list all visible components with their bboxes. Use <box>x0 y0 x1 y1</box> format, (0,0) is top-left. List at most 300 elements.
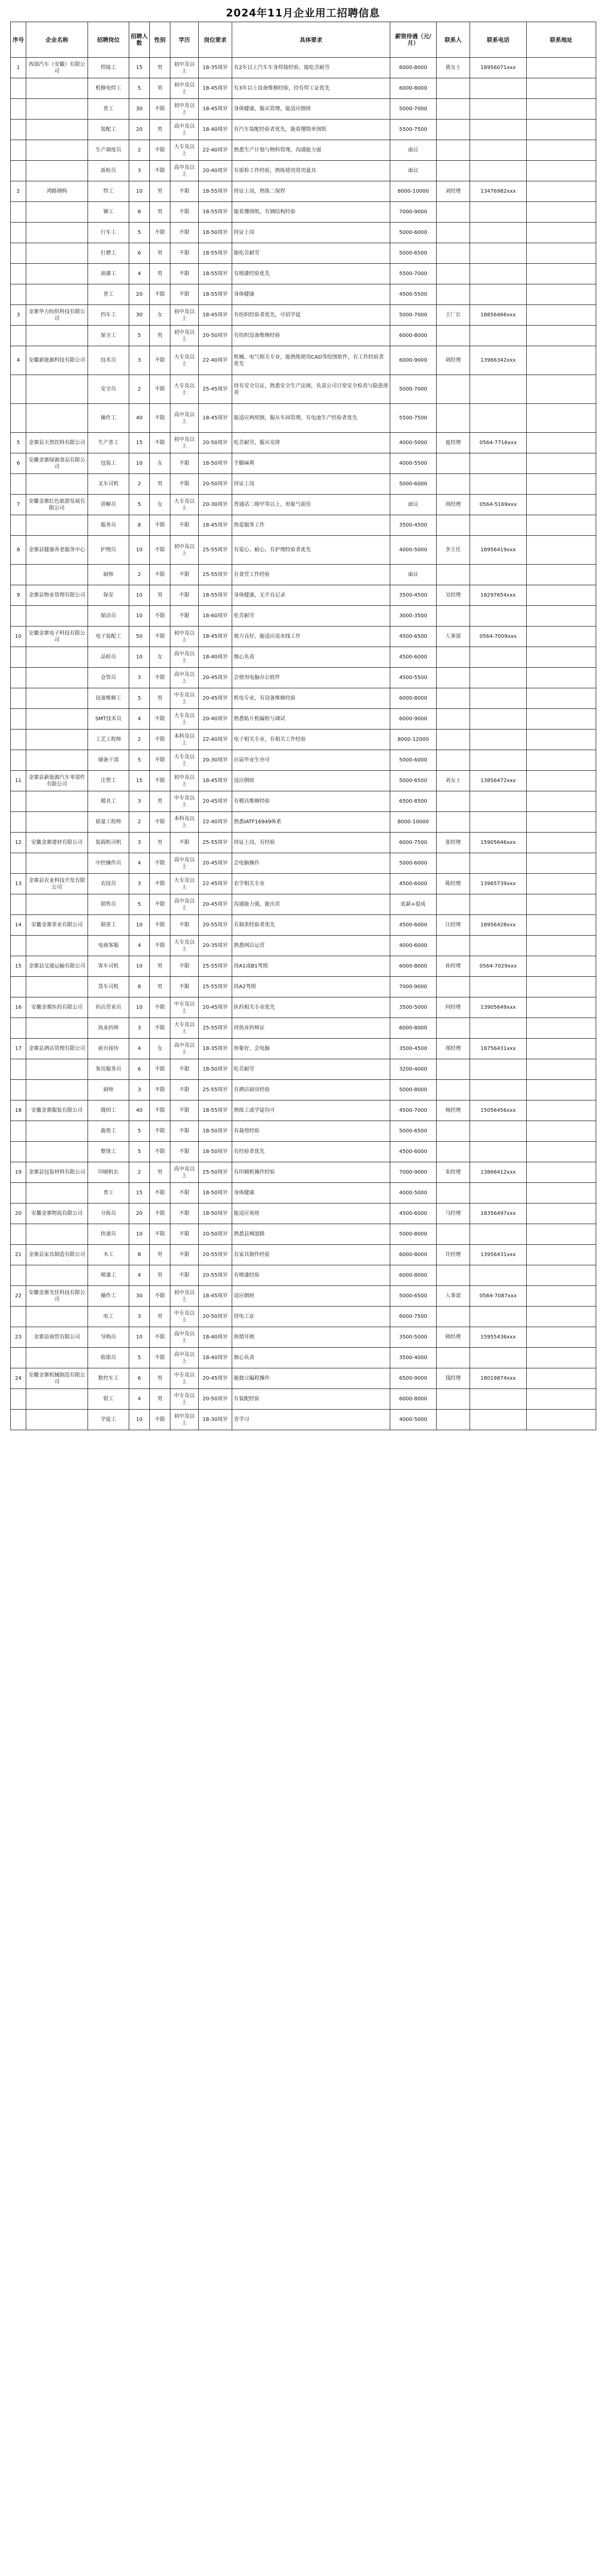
cell-req: 持执业药师证 <box>232 1018 390 1039</box>
cell-contact: 张经理 <box>437 833 470 853</box>
cell-req: 有模具维修经验 <box>232 791 390 812</box>
table-row <box>11 1348 596 1368</box>
cell-edu: 不限 <box>170 515 199 536</box>
cell-addr <box>527 58 596 78</box>
cell-no: 16 <box>11 997 26 1018</box>
cell-req: 有经验者优先 <box>232 1142 390 1162</box>
cell-req: 熟悉贴片机编程与调试 <box>232 709 390 730</box>
cell-contact <box>437 1348 470 1368</box>
cell-job: 焊接工 <box>88 58 129 78</box>
cell-contact <box>437 515 470 536</box>
cell-company <box>26 936 88 956</box>
cell-gender: 不限 <box>150 1183 170 1204</box>
cell-gender: 男 <box>150 78 170 99</box>
table-row <box>11 626 596 647</box>
cell-phone <box>470 99 527 120</box>
cell-company <box>26 791 88 812</box>
cell-phone: 0564-5169xxx <box>470 495 527 515</box>
cell-addr <box>527 668 596 688</box>
cell-req: 有家具制作经验 <box>232 1245 390 1265</box>
cell-addr <box>527 688 596 709</box>
cell-edu: 高中及以上 <box>170 1162 199 1183</box>
cell-edu: 大专及以上 <box>170 495 199 515</box>
cell-edu: 不限 <box>170 956 199 977</box>
cell-req: 持证上岗，有经验 <box>232 833 390 853</box>
cell-job: 印刷机长 <box>88 1162 129 1183</box>
cell-salary: 面议 <box>390 565 437 585</box>
cell-edu: 中专及以上 <box>170 1368 199 1389</box>
cell-age: 22-45周岁 <box>199 874 232 894</box>
cell-company: 金寨县物业管理有限公司 <box>26 585 88 606</box>
cell-job: 导购员 <box>88 1327 129 1348</box>
cell-company <box>26 78 88 99</box>
cell-addr <box>527 1327 596 1348</box>
cell-salary: 3500-4500 <box>390 515 437 536</box>
cell-addr <box>527 1307 596 1327</box>
cell-edu: 高中及以上 <box>170 1327 199 1348</box>
cell-req: 熟悉生产计划与物料管理，沟通能力强 <box>232 140 390 161</box>
cell-contact <box>437 894 470 915</box>
cell-age: 18-40周岁 <box>199 1327 232 1348</box>
cell-salary: 3000-3500 <box>390 606 437 626</box>
cell-age: 20-30周岁 <box>199 750 232 771</box>
cell-phone <box>470 284 527 305</box>
cell-company <box>26 223 88 243</box>
cell-count: 15 <box>129 771 150 791</box>
cell-phone <box>470 730 527 750</box>
cell-phone <box>470 936 527 956</box>
cell-phone <box>470 1410 527 1430</box>
cell-addr <box>527 1121 596 1142</box>
cell-age: 18-40周岁 <box>199 120 232 140</box>
table-row <box>11 78 596 99</box>
cell-edu: 中专及以上 <box>170 1307 199 1327</box>
cell-contact <box>437 243 470 264</box>
cell-contact <box>437 78 470 99</box>
cell-req: 能吃苦耐劳 <box>232 243 390 264</box>
cell-company: 安徽金寨机械制造有限公司 <box>26 1368 88 1389</box>
cell-job: 中控操作员 <box>88 853 129 874</box>
header-edu: 学历 <box>170 22 199 58</box>
cell-salary: 5000-6500 <box>390 771 437 791</box>
table-row <box>11 936 596 956</box>
cell-contact <box>437 812 470 833</box>
cell-no <box>11 223 26 243</box>
cell-salary: 3500-5000 <box>390 997 437 1018</box>
cell-contact: 胡经理 <box>437 346 470 375</box>
cell-gender: 不限 <box>150 375 170 404</box>
cell-age: 18-40周岁 <box>199 647 232 668</box>
document-title: 2024年11月企业用工招聘信息 <box>226 7 380 19</box>
cell-no: 20 <box>11 1204 26 1224</box>
header-company: 企业名称 <box>26 22 88 58</box>
table-row <box>11 1224 596 1245</box>
cell-count: 5 <box>129 1348 150 1368</box>
cell-req: 机械、电气相关专业，能熟练使用CAD等绘图软件，有工作经验者优先 <box>232 346 390 375</box>
table-row <box>11 453 596 474</box>
cell-job: 保全工 <box>88 326 129 346</box>
cell-req: 吃苦耐劳 <box>232 1059 390 1080</box>
cell-req: 会使用电脑办公软件 <box>232 668 390 688</box>
cell-phone <box>470 1183 527 1204</box>
cell-contact <box>437 326 470 346</box>
cell-addr <box>527 1059 596 1080</box>
table-row <box>11 833 596 853</box>
table-row <box>11 730 596 750</box>
cell-phone: 18019874xxx <box>470 1368 527 1389</box>
cell-age: 18-45周岁 <box>199 771 232 791</box>
cell-job: 油漆工 <box>88 264 129 284</box>
cell-contact <box>437 1183 470 1204</box>
cell-company: 安徽金寨光伏科技有限公司 <box>26 1286 88 1307</box>
cell-no <box>11 1307 26 1327</box>
header-phone: 联系电话 <box>470 22 527 58</box>
cell-salary: 7000-9000 <box>390 977 437 997</box>
cell-salary: 4000-5000 <box>390 1183 437 1204</box>
cell-age: 18-40周岁 <box>199 1348 232 1368</box>
cell-age: 18-55周岁 <box>199 585 232 606</box>
cell-addr <box>527 305 596 326</box>
cell-edu: 不限 <box>170 243 199 264</box>
cell-salary: 6000-8000 <box>390 1389 437 1410</box>
cell-gender: 男 <box>150 688 170 709</box>
cell-company: 安徽金寨红色旅游发展有限公司 <box>26 495 88 515</box>
cell-no <box>11 264 26 284</box>
cell-contact <box>437 202 470 223</box>
cell-edu: 高中及以上 <box>170 1039 199 1059</box>
cell-age: 20-50周岁 <box>199 433 232 453</box>
table-row <box>11 1121 596 1142</box>
cell-edu: 不限 <box>170 474 199 495</box>
cell-no <box>11 565 26 585</box>
table-row <box>11 565 596 585</box>
cell-salary: 4500-5500 <box>390 284 437 305</box>
cell-job: 保安 <box>88 585 129 606</box>
cell-gender: 不限 <box>150 1100 170 1121</box>
cell-salary: 5000-7000 <box>390 305 437 326</box>
header-req: 具体要求 <box>232 22 390 58</box>
table-row <box>11 606 596 626</box>
cell-req: 能独立编程操作 <box>232 1368 390 1389</box>
cell-count: 5 <box>129 688 150 709</box>
cell-age: 18-50周岁 <box>199 223 232 243</box>
cell-addr <box>527 1389 596 1410</box>
cell-contact: 陈经理 <box>437 874 470 894</box>
cell-addr <box>527 1286 596 1307</box>
cell-req: 适应倒班 <box>232 771 390 791</box>
cell-salary: 4500-6000 <box>390 647 437 668</box>
cell-req: 身体健康，服从管理，能适应倒班 <box>232 99 390 120</box>
table-row <box>11 997 596 1018</box>
table-row <box>11 688 596 709</box>
cell-count: 20 <box>129 120 150 140</box>
cell-phone <box>470 120 527 140</box>
cell-job: 模具工 <box>88 791 129 812</box>
cell-contact <box>437 647 470 668</box>
cell-age: 18-45周岁 <box>199 404 232 433</box>
table-row <box>11 346 596 375</box>
cell-req: 有汽车装配经验者优先，能看懂简单图纸 <box>232 120 390 140</box>
cell-contact <box>437 284 470 305</box>
cell-addr <box>527 346 596 375</box>
cell-edu: 大专及以上 <box>170 750 199 771</box>
cell-job: 分拣员 <box>88 1204 129 1224</box>
cell-count: 10 <box>129 1410 150 1430</box>
cell-addr <box>527 936 596 956</box>
cell-contact: 刘经理 <box>437 181 470 202</box>
cell-addr <box>527 1183 596 1204</box>
cell-phone <box>470 326 527 346</box>
cell-addr <box>527 1162 596 1183</box>
cell-count: 4 <box>129 1265 150 1286</box>
cell-gender: 男 <box>150 1245 170 1265</box>
cell-req: 农学相关专业 <box>232 874 390 894</box>
cell-contact <box>437 668 470 688</box>
cell-req: 会电脑操作 <box>232 853 390 874</box>
cell-contact: 吴经理 <box>437 585 470 606</box>
cell-addr <box>527 1018 596 1039</box>
cell-gender: 不限 <box>150 1327 170 1348</box>
table-row <box>11 1368 596 1389</box>
cell-count: 5 <box>129 223 150 243</box>
cell-req: 熟悉IATF16949体系 <box>232 812 390 833</box>
cell-salary: 4000-5000 <box>390 536 437 565</box>
cell-phone <box>470 791 527 812</box>
cell-age: 18-55周岁 <box>199 243 232 264</box>
cell-count: 3 <box>129 161 150 181</box>
cell-addr <box>527 120 596 140</box>
cell-req: 有制茶经验者优先 <box>232 915 390 936</box>
cell-no: 21 <box>11 1245 26 1265</box>
table-row <box>11 771 596 791</box>
cell-no: 1 <box>11 58 26 78</box>
cell-job: 生产普工 <box>88 433 129 453</box>
cell-company <box>26 977 88 997</box>
cell-count: 30 <box>129 305 150 326</box>
cell-addr <box>527 647 596 668</box>
cell-no <box>11 1265 26 1286</box>
cell-age: 20-45周岁 <box>199 668 232 688</box>
cell-addr <box>527 997 596 1018</box>
cell-addr <box>527 223 596 243</box>
cell-age: 25-55周岁 <box>199 977 232 997</box>
cell-count: 40 <box>129 1100 150 1121</box>
cell-contact <box>437 1121 470 1142</box>
cell-salary: 3500-4500 <box>390 585 437 606</box>
cell-count: 8 <box>129 977 150 997</box>
cell-company <box>26 1121 88 1142</box>
cell-contact <box>437 453 470 474</box>
cell-job: 质检员 <box>88 161 129 181</box>
cell-no <box>11 688 26 709</box>
cell-phone: 13866412xxx <box>470 1162 527 1183</box>
cell-gender: 不限 <box>150 1348 170 1368</box>
cell-count: 30 <box>129 1286 150 1307</box>
cell-addr <box>527 1410 596 1430</box>
cell-gender: 男 <box>150 1162 170 1183</box>
cell-gender: 不限 <box>150 915 170 936</box>
table-row <box>11 977 596 997</box>
cell-salary: 5000-8000 <box>390 1080 437 1100</box>
cell-gender: 男 <box>150 120 170 140</box>
cell-addr <box>527 565 596 585</box>
cell-phone <box>470 1307 527 1327</box>
cell-contact <box>437 404 470 433</box>
cell-addr <box>527 812 596 833</box>
table-row <box>11 585 596 606</box>
cell-addr <box>527 375 596 404</box>
cell-no: 24 <box>11 1368 26 1389</box>
cell-req: 沟通能力强，能出差 <box>232 894 390 915</box>
cell-contact <box>437 688 470 709</box>
cell-gender: 不限 <box>150 771 170 791</box>
cell-phone: 18956428xxx <box>470 915 527 936</box>
cell-phone <box>470 264 527 284</box>
cell-company <box>26 1059 88 1080</box>
cell-gender: 男 <box>150 585 170 606</box>
cell-contact: 黄女士 <box>437 58 470 78</box>
cell-job: 挡车工 <box>88 305 129 326</box>
cell-count: 8 <box>129 1245 150 1265</box>
cell-req: 有质检工作经验，熟练使用常用量具 <box>232 161 390 181</box>
cell-salary: 4500-6000 <box>390 915 437 936</box>
cell-job: 整烫工 <box>88 1142 129 1162</box>
cell-addr <box>527 956 596 977</box>
cell-salary: 5000-8000 <box>390 1224 437 1245</box>
cell-no <box>11 1389 26 1410</box>
cell-gender: 男 <box>150 181 170 202</box>
cell-count: 5 <box>129 1142 150 1162</box>
cell-count: 50 <box>129 626 150 647</box>
cell-addr <box>527 99 596 120</box>
cell-company: 安徽金寨服装有限公司 <box>26 1100 88 1121</box>
cell-no <box>11 404 26 433</box>
cell-edu: 初中及以上 <box>170 305 199 326</box>
cell-req: 有印刷机操作经验 <box>232 1162 390 1183</box>
cell-age: 25-55周岁 <box>199 1080 232 1100</box>
cell-req: 持A1或B1驾照 <box>232 956 390 977</box>
cell-age: 20-45周岁 <box>199 791 232 812</box>
cell-req: 有酒店厨房经验 <box>232 1080 390 1100</box>
cell-no <box>11 243 26 264</box>
cell-req: 普通话二级甲等以上，形象气质佳 <box>232 495 390 515</box>
cell-addr <box>527 791 596 812</box>
cell-age: 20-35周岁 <box>199 936 232 956</box>
cell-count: 3 <box>129 791 150 812</box>
recruitment-table <box>10 22 596 1430</box>
cell-count: 3 <box>129 874 150 894</box>
cell-count: 3 <box>129 668 150 688</box>
cell-no: 11 <box>11 771 26 791</box>
table-row <box>11 668 596 688</box>
cell-edu: 初中及以上 <box>170 536 199 565</box>
cell-phone <box>470 1224 527 1245</box>
cell-company <box>26 264 88 284</box>
table-row <box>11 223 596 243</box>
cell-age: 25-55周岁 <box>199 956 232 977</box>
table-row <box>11 243 596 264</box>
cell-edu: 大专及以上 <box>170 936 199 956</box>
table-row <box>11 1286 596 1307</box>
cell-contact <box>437 936 470 956</box>
table-row <box>11 1100 596 1121</box>
cell-edu: 不限 <box>170 181 199 202</box>
table-row <box>11 1059 596 1080</box>
cell-req: 持A2驾照 <box>232 977 390 997</box>
cell-contact: 孙经理 <box>437 956 470 977</box>
cell-company <box>26 202 88 223</box>
cell-age: 18-45周岁 <box>199 626 232 647</box>
cell-phone <box>470 565 527 585</box>
cell-phone: 13905649xxx <box>470 997 527 1018</box>
cell-req: 有喷漆经验优先 <box>232 264 390 284</box>
cell-salary: 4000-5000 <box>390 1410 437 1430</box>
cell-count: 4 <box>129 853 150 874</box>
cell-gender: 不限 <box>150 1080 170 1100</box>
cell-phone: 15955436xxx <box>470 1327 527 1348</box>
table-row <box>11 305 596 326</box>
cell-edu: 不限 <box>170 1100 199 1121</box>
cell-no: 13 <box>11 874 26 894</box>
cell-contact: 人事部 <box>437 626 470 647</box>
cell-phone <box>470 202 527 223</box>
cell-salary: 4500-5500 <box>390 668 437 688</box>
cell-job: 机修电焊工 <box>88 78 129 99</box>
table-row <box>11 1265 596 1286</box>
cell-salary: 5000-6000 <box>390 474 437 495</box>
cell-no: 23 <box>11 1327 26 1348</box>
cell-contact: 朱经理 <box>437 1162 470 1183</box>
cell-edu: 初中及以上 <box>170 78 199 99</box>
table-row <box>11 1307 596 1327</box>
cell-edu: 本科及以上 <box>170 730 199 750</box>
cell-gender: 女 <box>150 647 170 668</box>
cell-company: 金寨县天然饮料有限公司 <box>26 433 88 453</box>
cell-job: 安全员 <box>88 375 129 404</box>
cell-no <box>11 853 26 874</box>
cell-edu: 初中及以上 <box>170 326 199 346</box>
cell-phone <box>470 750 527 771</box>
cell-gender: 不限 <box>150 223 170 243</box>
cell-contact <box>437 223 470 243</box>
cell-addr <box>527 606 596 626</box>
cell-company <box>26 1265 88 1286</box>
cell-count: 10 <box>129 997 150 1018</box>
cell-salary: 4500-6500 <box>390 626 437 647</box>
cell-req: 手脚麻利 <box>232 453 390 474</box>
cell-no <box>11 977 26 997</box>
table-row <box>11 1245 596 1265</box>
table-row <box>11 1080 596 1100</box>
cell-req: 能适应两班倒，服从车间管理，有电池生产经验者优先 <box>232 404 390 433</box>
cell-job: 药店营业员 <box>88 997 129 1018</box>
cell-addr <box>527 284 596 305</box>
cell-no <box>11 284 26 305</box>
cell-job: 包装工 <box>88 453 129 474</box>
cell-age: 22-40周岁 <box>199 346 232 375</box>
cell-count: 3 <box>129 1018 150 1039</box>
cell-req: 身体健康，无不良记录 <box>232 585 390 606</box>
cell-gender: 不限 <box>150 750 170 771</box>
table-row <box>11 433 596 453</box>
cell-job: 讲解员 <box>88 495 129 515</box>
cell-gender: 不限 <box>150 1142 170 1162</box>
cell-contact: 夏经理 <box>437 433 470 453</box>
cell-count: 10 <box>129 956 150 977</box>
cell-phone <box>470 1121 527 1142</box>
cell-gender: 不限 <box>150 1286 170 1307</box>
cell-job: 执业药师 <box>88 1018 129 1039</box>
